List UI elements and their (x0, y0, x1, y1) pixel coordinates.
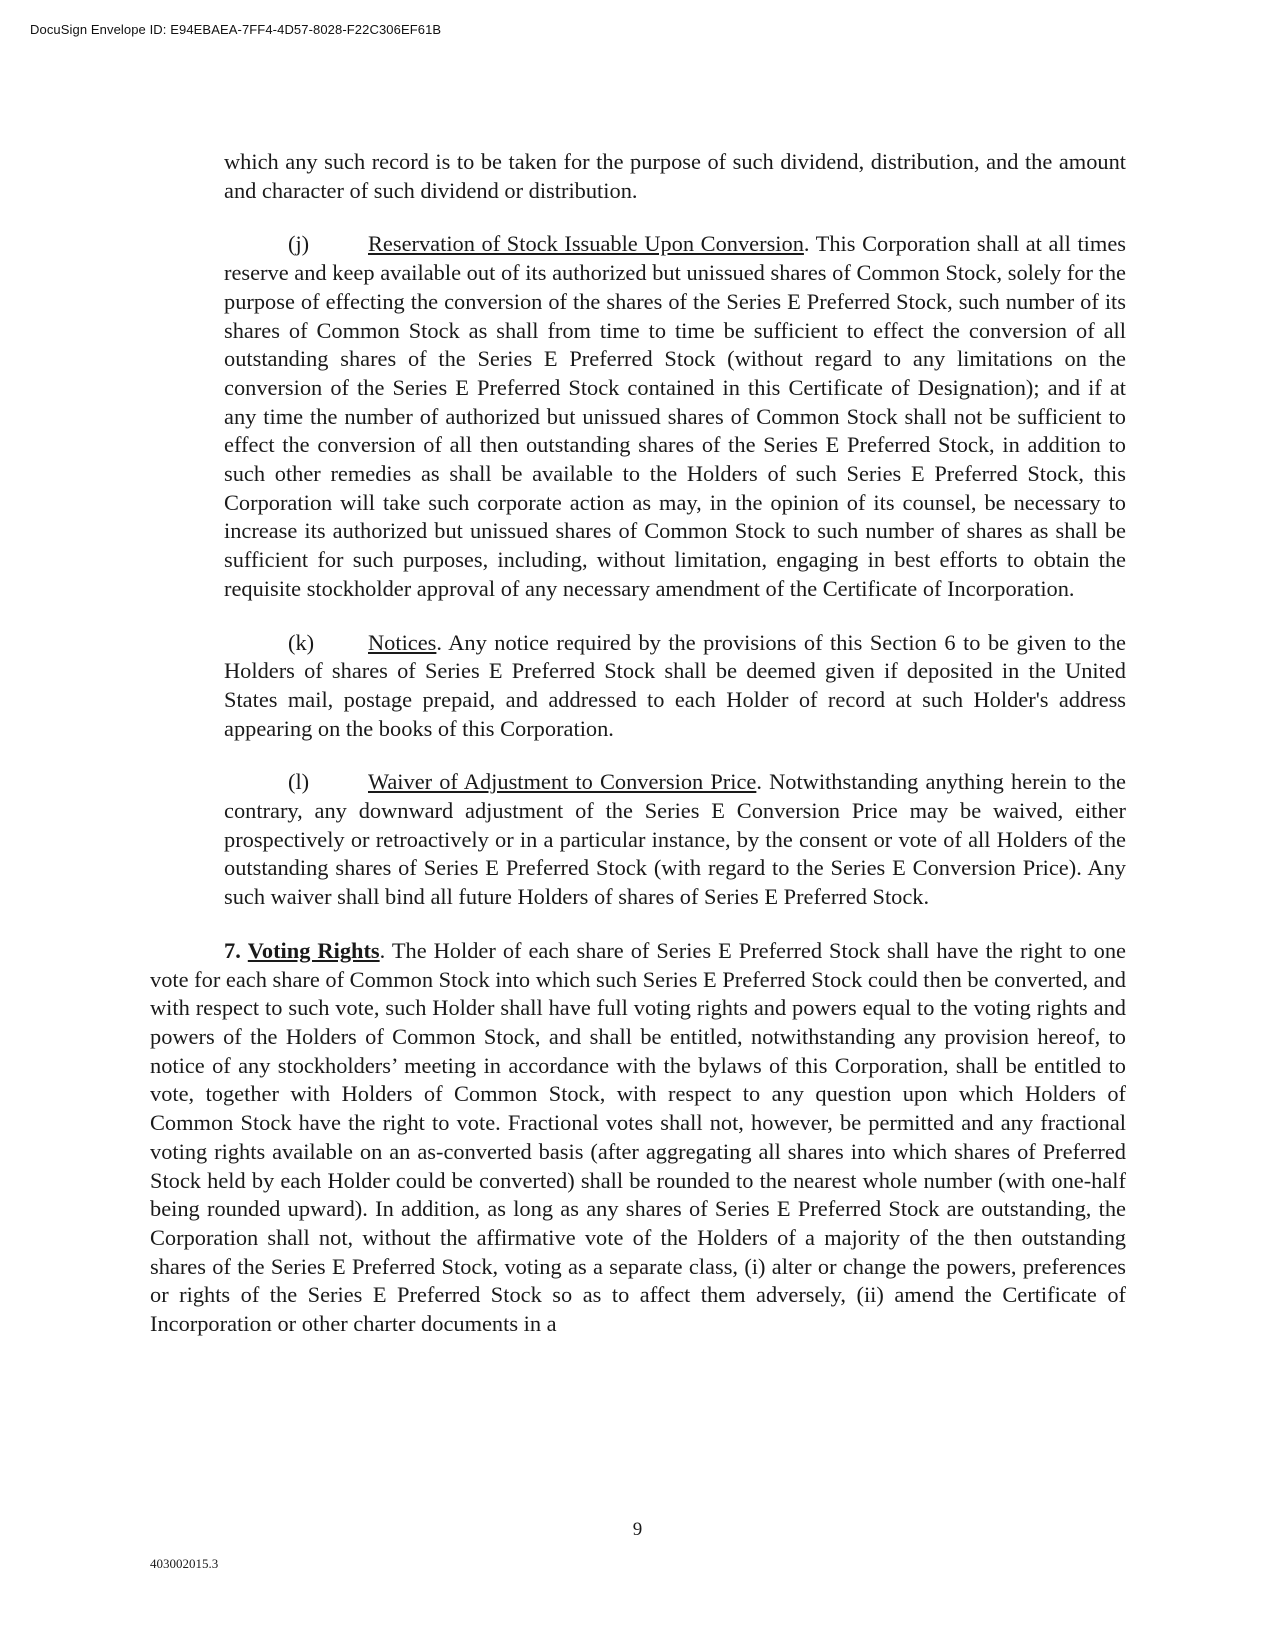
section-body: . The Holder of each share of Series E Preferred Stock shall have the right to one vote for each share of Common Stock into which such Series E Preferred Stock could then be converted, and with respect to such vote, such Holder shall have full voting rights and powers equal to the voting rights and powers of the Holders of Common Stock, and shall be entitled, notwithstanding any provision hereof, to notice of any stockholders’ meeting in accordance with the bylaws of this Corporation, shall be entitled to vote, together with Holders of Common Stock, with respect to any question upon which Holders of Common Stock have the right to vote. Fractional votes shall not, however, be permitted and any fractional voting rights available on an as-converted basis (after aggregating all shares into which shares of Preferred Stock held by each Holder could be converted) shall be rounded to the nearest whole number (with one-half being rounded upward). In addition, as long as any shares of Series E Preferred Stock are outstanding, the Corporation shall not, without the affirmative vote of the Holders of a majority of the then outstanding shares of the Series E Preferred Stock, voting as a separate class, (i) alter or change the powers, preferences or rights of the Series E Preferred Stock so as to affect them adversely, (ii) amend the Certificate of Incorporation or other charter documents in a (150, 937, 1126, 1337)
subsection-heading: Notices (368, 629, 437, 655)
section-title: Voting Rights (247, 937, 380, 963)
subsection-label: (j) (288, 231, 310, 257)
subsection-heading: Waiver of Adjustment to Conversion Price (368, 769, 757, 795)
section-7-voting-rights (150, 937, 1126, 1339)
document-body (150, 148, 1126, 1339)
document-id: 403002015.3 (150, 1556, 219, 1571)
subsection-heading: Reservation of Stock Issuable Upon Conversion (368, 231, 804, 257)
subsection-body: . Any notice required by the provisions of this Section 6 to be given to the Holders of shares of Series E Preferred Stock shall be deemed given if deposited in the United States mail, postage prepaid, and addressed to each Holder of record at such Holder's address appearing on the books of this Corporation. (224, 629, 1126, 741)
continuation-paragraph: which any such record is to be taken for the purpose of such dividend, distribution, and the amount and character of such dividend or distribution. (224, 149, 1126, 203)
page-number: 9 (632, 1519, 643, 1540)
docusign-envelope-id: DocuSign Envelope ID: E94EBAEA-7FF4-4D57-8028-F22C306EF61B (30, 22, 442, 37)
subsection-body: . This Corporation shall at all times reserve and keep available out of its authorized but unissued shares of Common Stock, solely for the purpose of effecting the conversion of the shares of the Series E Preferred Stock, such number of its shares of Common Stock as shall from time to time be sufficient to effect the conversion of all outstanding shares of the Series E Preferred Stock (without regard to any limitations on the conversion of the Series E Preferred Stock contained in this Certificate of Designation); and if at any time the number of authorized but unissued shares of Common Stock shall not be sufficient to effect the conversion of all then outstanding shares of the Series E Preferred Stock, in addition to such other remedies as shall be available to the Holders of such Series E Preferred Stock, this Corporation will take such corporate action as may, in the opinion of its counsel, be necessary to increase its authorized but unissued shares of Common Stock to such number of shares as shall be sufficient for such purposes, including, without limitation, engaging in best efforts to obtain the requisite stockholder approval of any necessary amendment of the Certificate of Incorporation. (224, 231, 1126, 601)
subsection-k (224, 629, 1126, 744)
subsection-label: (k) (288, 629, 315, 655)
section-number: 7. (224, 937, 241, 963)
subsection-body: . Notwithstanding anything herein to the contrary, any downward adjustment of the Series E Conversion Price may be waived, either prospectively or retroactively or in a particular instance, by the consent or vote of all Holders of the outstanding shares of Series E Preferred Stock (with regard to the Series E Conversion Price). Any such waiver shall bind all future Holders of shares of Series E Preferred Stock. (224, 769, 1126, 910)
subsection-l (224, 768, 1126, 912)
subsection-j (224, 230, 1126, 603)
subsection-label: (l) (288, 769, 310, 795)
subsection-block (224, 148, 1126, 912)
